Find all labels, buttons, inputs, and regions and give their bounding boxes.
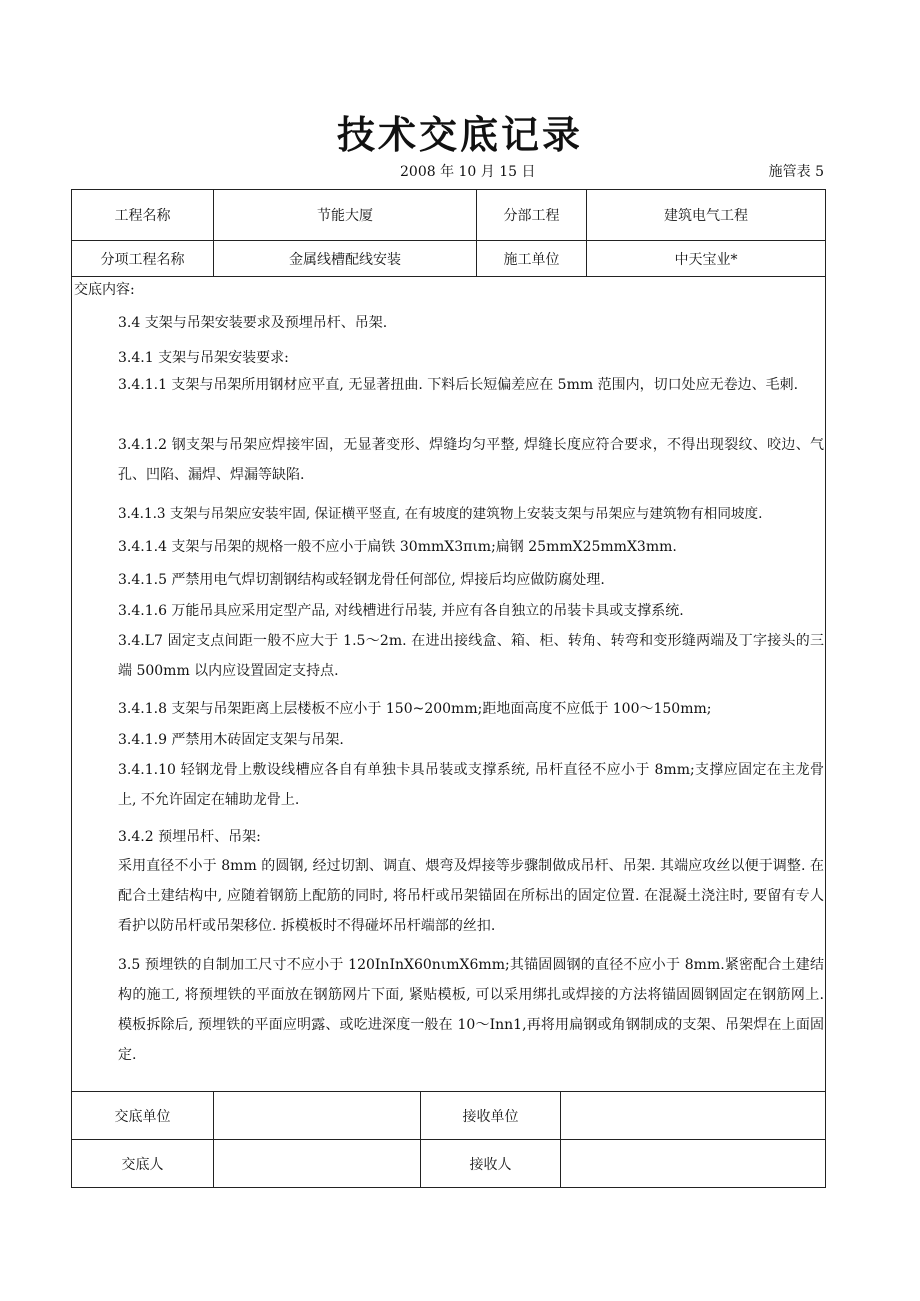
content-paragraph: 采用直径不小于 8mm 的圆钢, 经过切割、调直、煨弯及焊接等步骤制做成吊杆、吊架. 其端应攻丝以便于调整. 在配合土建结构中, 应随着钢筋上配筋的同时, 将吊杆或吊架锚固在所标出的固定位置. 在混凝土浇注时, 要留有专人看护以防吊杆或吊架移位. 拆模板时不得碰坏吊杆端部的丝扣. [118,858,824,934]
record-table [71,189,826,1188]
receiver-unit-label: 接收单位 [462,1108,519,1125]
content-paragraph: 3.4.1.3 支架与吊架应安装牢固, 保证横平竖直, 在有坡度的建筑物上安装支架与吊架应与建筑物有相同坡度. [118,506,763,522]
project-name-label: 工程名称 [114,208,171,224]
content-paragraph: 3.4.1 支架与吊架安装要求: [118,350,289,366]
content-paragraph: 3.4.1.1 支架与吊架所用钢材应平直, 无显著扭曲. 下料后长短偏差应在 5mm 范围内，切口处应无卷边、毛刺. [118,377,799,393]
subitem-value: 金属线槽配线安装 [289,251,401,268]
contractor-label: 施工单位 [503,251,560,268]
document-title: 技术交底记录 [336,112,583,157]
issuer-unit-field[interactable] [214,1092,420,1139]
content-paragraph: 3.5 预埋铁的自制加工尺寸不应小于 120InInX60nιmX6mm;其锚固圆钢的直径不应小于 8mm.紧密配合土建结构的施工, 将预埋铁的平面放在钢筋网片下面, 紧贴模板, 可以采用绑扎或焊接的方法将锚固圆钢固定在钢筋网上. 模板拆除后, 预埋铁的平面应明露、或吃进深度一般在 10～Inn1,再将用扁钢或角钢制成的支架、吊架焊在上面固定. [118,957,824,1063]
content-paragraph: 3.4.1.6 万能吊具应采用定型产品, 对线槽进行吊装, 并应有各自独立的吊装卡具或支撑系统. [118,603,684,619]
issuer-field[interactable] [214,1140,420,1187]
issuer-label: 交底人 [121,1156,164,1173]
issuer-unit-label: 交底单位 [114,1108,171,1125]
division-value: 建筑电气工程 [664,208,748,224]
receiver-unit-field[interactable] [561,1092,825,1139]
content-paragraph: 3.4.1.9 严禁用木砖固定支架与吊架. [118,732,344,748]
document-date: 2008 年 10 月 15 日 [400,164,536,180]
subitem-label: 分项工程名称 [100,251,185,268]
content-paragraph: 3.4.1.5 严禁用电气焊切割钢结构或轻钢龙骨任何部位, 焊接后均应做防腐处理. [118,572,605,588]
content-paragraph: 3.4.L7 固定支点间距一般不应大于 1.5～2m. 在进出接线盒、箱、柜、转角、转弯和变形缝两端及丁字接头的三端 500mm 以内应设置固定支持点. [118,633,824,679]
receiver-label: 接收人 [469,1156,512,1173]
content-paragraph: 3.4 支架与吊架安装要求及预埋吊杆、吊架. [118,315,388,331]
division-label: 分部工程 [503,208,560,224]
contractor-value: 中天宝业* [674,251,738,268]
content-label: 交底内容: [74,282,135,298]
content-paragraph: 3.4.1.4 支架与吊架的规格一般不应小于扁铁 30mmX3πιm;扁钢 25mmX25mmX3mm. [118,539,677,555]
content-paragraph: 3.4.2 预埋吊杆、吊架: [118,829,261,845]
receiver-field[interactable] [561,1140,825,1187]
project-name-value: 节能大厦 [317,208,373,224]
content-paragraph: 3.4.1.10 轻钢龙骨上敷设线槽应各自有单独卡具吊装或支撑系统, 吊杆直径不应小于 8mm;支撑应固定在主龙骨上, 不允许固定在辅助龙骨上. [118,762,824,808]
content-paragraph: 3.4.1.8 支架与吊架距离上层楼板不应小于 150~200mm;距地面高度不应低于 100～150mm; [118,701,712,717]
content-paragraph: 3.4.1.2 钢支架与吊架应焊接牢固，无显著变形、焊缝均匀平整, 焊缝长度应符合要求，不得出现裂纹、咬边、气孔、凹陷、漏焊、焊漏等缺陷. [118,437,824,483]
form-number: 施管表 5 [768,164,824,180]
